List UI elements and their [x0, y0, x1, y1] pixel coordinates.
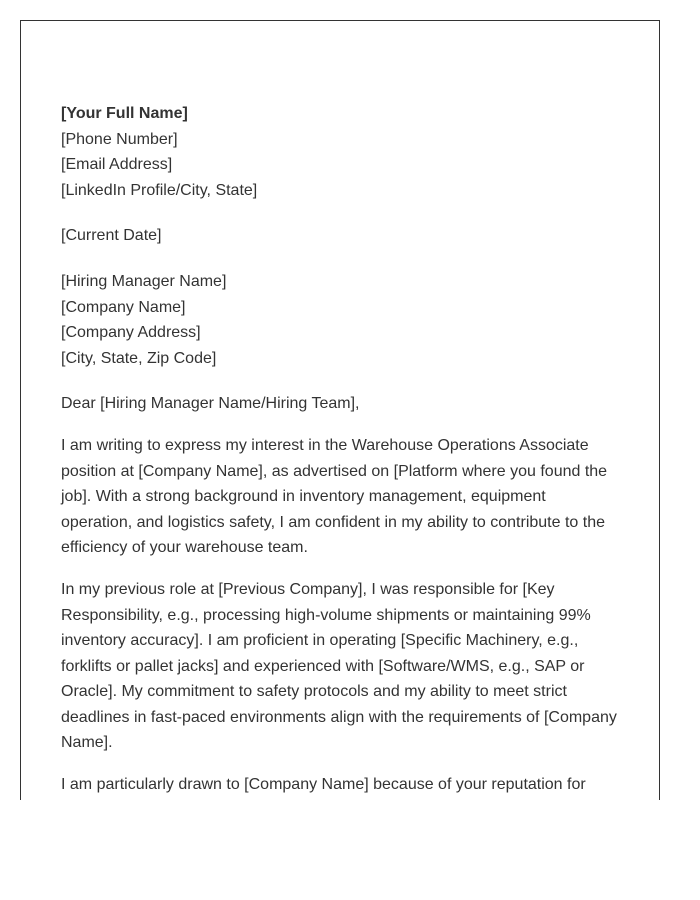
sender-name: [Your Full Name]: [61, 105, 188, 122]
letter-date: [Current Date]: [61, 227, 162, 245]
recipient-block: [61, 269, 621, 371]
recipient-company: [Company Name]: [61, 298, 186, 316]
document-page: [20, 20, 660, 800]
sender-phone: [Phone Number]: [61, 130, 178, 148]
sender-email: [Email Address]: [61, 156, 173, 174]
recipient-city: [City, State, Zip Code]: [61, 349, 217, 367]
recipient-manager: [Hiring Manager Name]: [61, 272, 227, 290]
paragraph-intro: I am writing to express my interest in the Warehouse Operations Associate position at [Company Name], as advertised on [Platform where you found the job]. With a strong background in inventory management, equipment operation, and logistics safety, I am confident in my ability to contribute to the efficiency of your warehouse team.: [61, 436, 608, 557]
paragraph-experience: In my previous role at [Previous Company], I was responsible for [Key Responsibility, e.g., processing high-volume shipments or maintaining 99% inventory accuracy]. I am proficient in operating [Specific Machinery, e.g., forklifts or pallet jacks] and experienced with [Software/WMS, e.g., SAP or Oracle]. My commitment to safety protocols and my ability to meet strict deadlines in fast-paced environments align with the requirements of [Company Name].: [61, 580, 617, 752]
paragraph-motivation: I am particularly drawn to [Company Name] because of your reputation for: [61, 776, 586, 794]
recipient-address: [Company Address]: [61, 324, 201, 342]
greeting-block: [61, 391, 621, 417]
sender-linkedin: [LinkedIn Profile/City, State]: [61, 181, 258, 199]
letter-body: [61, 101, 621, 800]
sender-block: [61, 101, 621, 203]
greeting: Dear [Hiring Manager Name/Hiring Team],: [61, 395, 360, 413]
date-block: [61, 223, 621, 249]
